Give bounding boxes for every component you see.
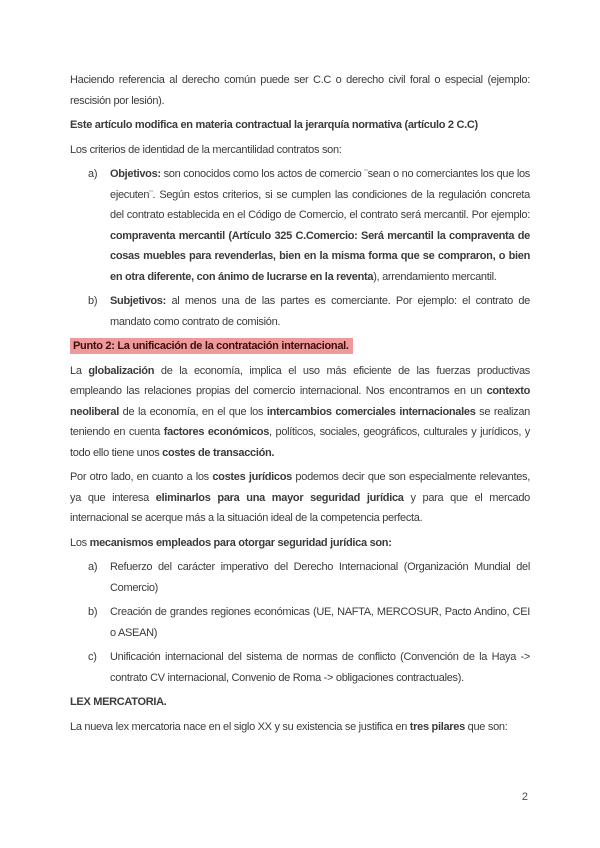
text-bold: costes jurídicos <box>212 471 292 483</box>
text-run: Refuerzo del carácter imperativo del Derecho Internacional (Organización Mundial del Comercio) <box>110 561 530 594</box>
text-run: Haciendo referencia al derecho común puede ser C.C o derecho civil foral o especial (ejemplo: rescisión por lesión). <box>70 74 530 107</box>
text-run: Los <box>70 536 90 549</box>
text-run: que son: <box>464 720 508 733</box>
text-run: Unificación internacional del sistema de normas de conflicto (Convención de la Haya -> contrato CV internacional, Convenio de Roma -> obligaciones contractuales). <box>110 651 530 684</box>
list-item <box>70 291 530 332</box>
text-run: , políticos, sociales, geográficos, culturales y jurídicos, y todo ello tiene unos <box>70 426 530 459</box>
text-run: Por otro lado, en cuanto a los <box>70 471 213 483</box>
text-run: La <box>70 364 89 377</box>
text-run: podemos decir que son especialmente relevantes, ya que interesa <box>70 471 531 504</box>
text-bold: factores económicos <box>163 426 270 438</box>
page-number: 2 <box>521 791 528 803</box>
text-bold: intercambios comerciales internacionales <box>266 405 476 418</box>
text-run: de la economía, implica el uso más eficiente de las fuerzas productivas empleando las relaciones propias del comercio internacional. Nos encontramos en un <box>70 364 530 397</box>
text-bold: Subjetivos: <box>110 295 166 307</box>
list-item <box>70 557 530 598</box>
list-marker: c) <box>88 651 97 663</box>
list-marker: a) <box>88 561 98 573</box>
list-marker: b) <box>88 606 98 618</box>
text-run: Los criterios de identidad de la mercantilidad contratos son: <box>70 143 342 156</box>
highlighted-heading <box>70 336 530 357</box>
paragraph <box>70 70 530 111</box>
text-bold: tres pilares <box>409 720 465 733</box>
text-bold: compraventa mercantil (Artículo 325 C.Comercio: Será mercantil la compraventa de cosas muebles para revenderlas, bien en la misma forma que se compraron, o bien en otra diferente, con ánimo de lucrarse en la reventa <box>110 229 530 283</box>
paragraph <box>70 361 530 464</box>
list-marker: a) <box>88 168 98 180</box>
text-bold: mecanismos empleados para otorgar seguridad jurídica son: <box>89 536 392 549</box>
list-item <box>70 164 530 287</box>
text-bold: Este artículo modifica en materia contractual la jerarquía normativa (artículo 2 C.C) <box>70 119 478 131</box>
text-bold: costes de transacción. <box>162 446 275 459</box>
text-run: al menos una de las partes es comerciante. Por ejemplo: el contrato de mandato como contrato de comisión. <box>110 295 530 328</box>
section-heading <box>70 115 530 136</box>
text-run: de la economía, en el que los <box>118 405 267 418</box>
section-heading <box>70 692 530 713</box>
paragraph <box>70 140 530 161</box>
paragraph <box>70 533 530 554</box>
page-content <box>70 70 530 741</box>
text-run: y para que el mercado internacional se acerque más a la situación ideal de la competencia perfecta. <box>70 491 530 524</box>
list-marker: b) <box>88 295 98 307</box>
paragraph <box>70 467 530 529</box>
text-bold: eliminarlos para una mayor seguridad jurídica <box>155 491 404 504</box>
list-item <box>70 602 530 643</box>
text-run: se realizan teniendo en cuenta <box>70 405 530 438</box>
text-bold: Punto 2: La unificación de la contratación internacional. <box>73 340 349 352</box>
text-run: Creación de grandes regiones económicas (UE, NAFTA, MERCOSUR, Pacto Andino, CEI o ASEAN) <box>110 606 530 639</box>
list-item <box>70 647 530 688</box>
text-bold: globalización <box>88 364 155 377</box>
highlight-span <box>70 338 353 354</box>
text-bold: LEX MERCATORIA. <box>70 696 167 708</box>
text-run: son conocidos como los actos de comercio ¨sean o no comerciantes los que los ejecuten¨. Según estos criterios, si se cumplen las condiciones de la regulación concreta del contrato establecida en el Código de Comercio, el contrato será mercantil. Por ejemplo: <box>110 168 530 221</box>
text-bold: contexto neoliberal <box>70 385 530 418</box>
text-run: La nueva lex mercatoria nace en el siglo XX y su existencia se justifica en <box>70 720 410 733</box>
text-bold: Objetivos: <box>110 168 161 180</box>
text-run: ), arrendamiento mercantil. <box>373 270 497 283</box>
paragraph <box>70 717 530 738</box>
